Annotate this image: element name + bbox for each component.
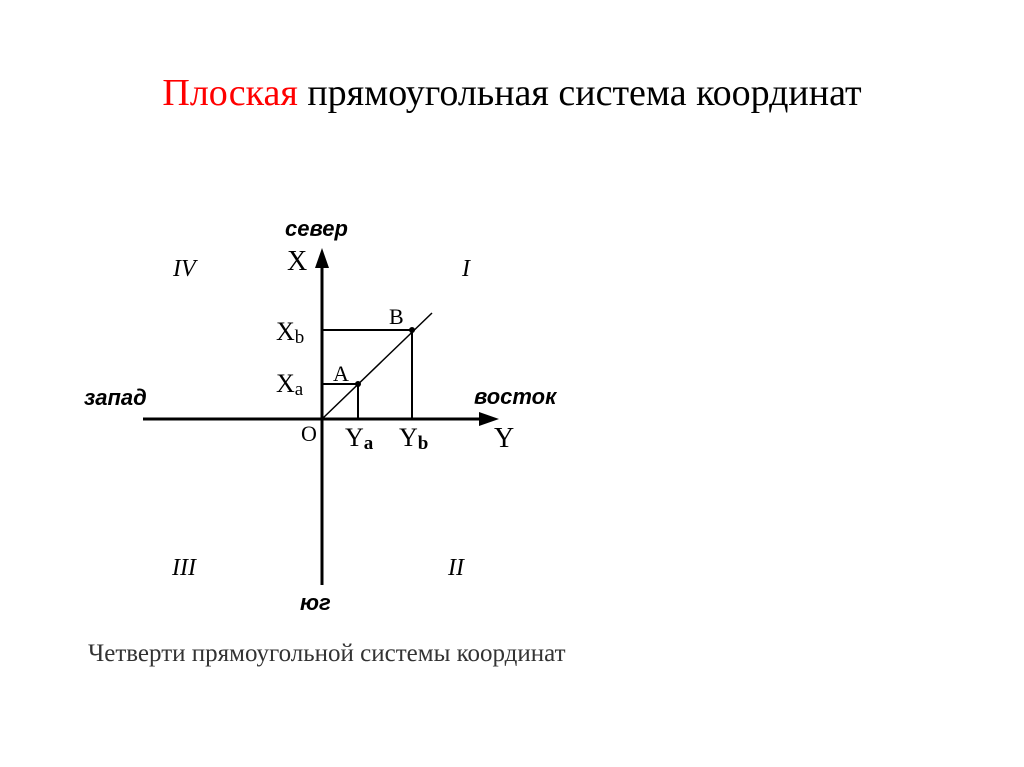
quadrant-iii-label: III <box>172 555 196 581</box>
diagram-caption: Четверти прямоугольной системы координат <box>88 640 566 667</box>
axis-y-label: Y <box>494 423 515 454</box>
point-a-label: A <box>333 361 349 386</box>
title-rest: прямоугольная система координат <box>297 72 862 114</box>
point-a-dot <box>355 381 361 387</box>
quadrant-ii-label: II <box>448 555 464 581</box>
point-b-dot <box>409 327 415 333</box>
x-axis-arrow <box>315 248 329 268</box>
ya-label: Ya <box>345 423 374 454</box>
xa-label: Xa <box>276 369 304 400</box>
axis-x-label: X <box>287 246 308 277</box>
south-label: юг <box>300 590 331 615</box>
point-b-label: B <box>389 304 404 329</box>
xb-label: Xb <box>276 317 305 348</box>
north-label: север <box>285 216 348 241</box>
quadrant-i-label: I <box>462 256 470 282</box>
west-label: запад <box>84 385 147 410</box>
yb-label: Yb <box>399 423 429 454</box>
east-label: восток <box>474 384 557 409</box>
quadrant-iv-label: IV <box>173 256 196 282</box>
origin-label: O <box>301 421 317 446</box>
title-accent: Плоская <box>162 72 298 114</box>
